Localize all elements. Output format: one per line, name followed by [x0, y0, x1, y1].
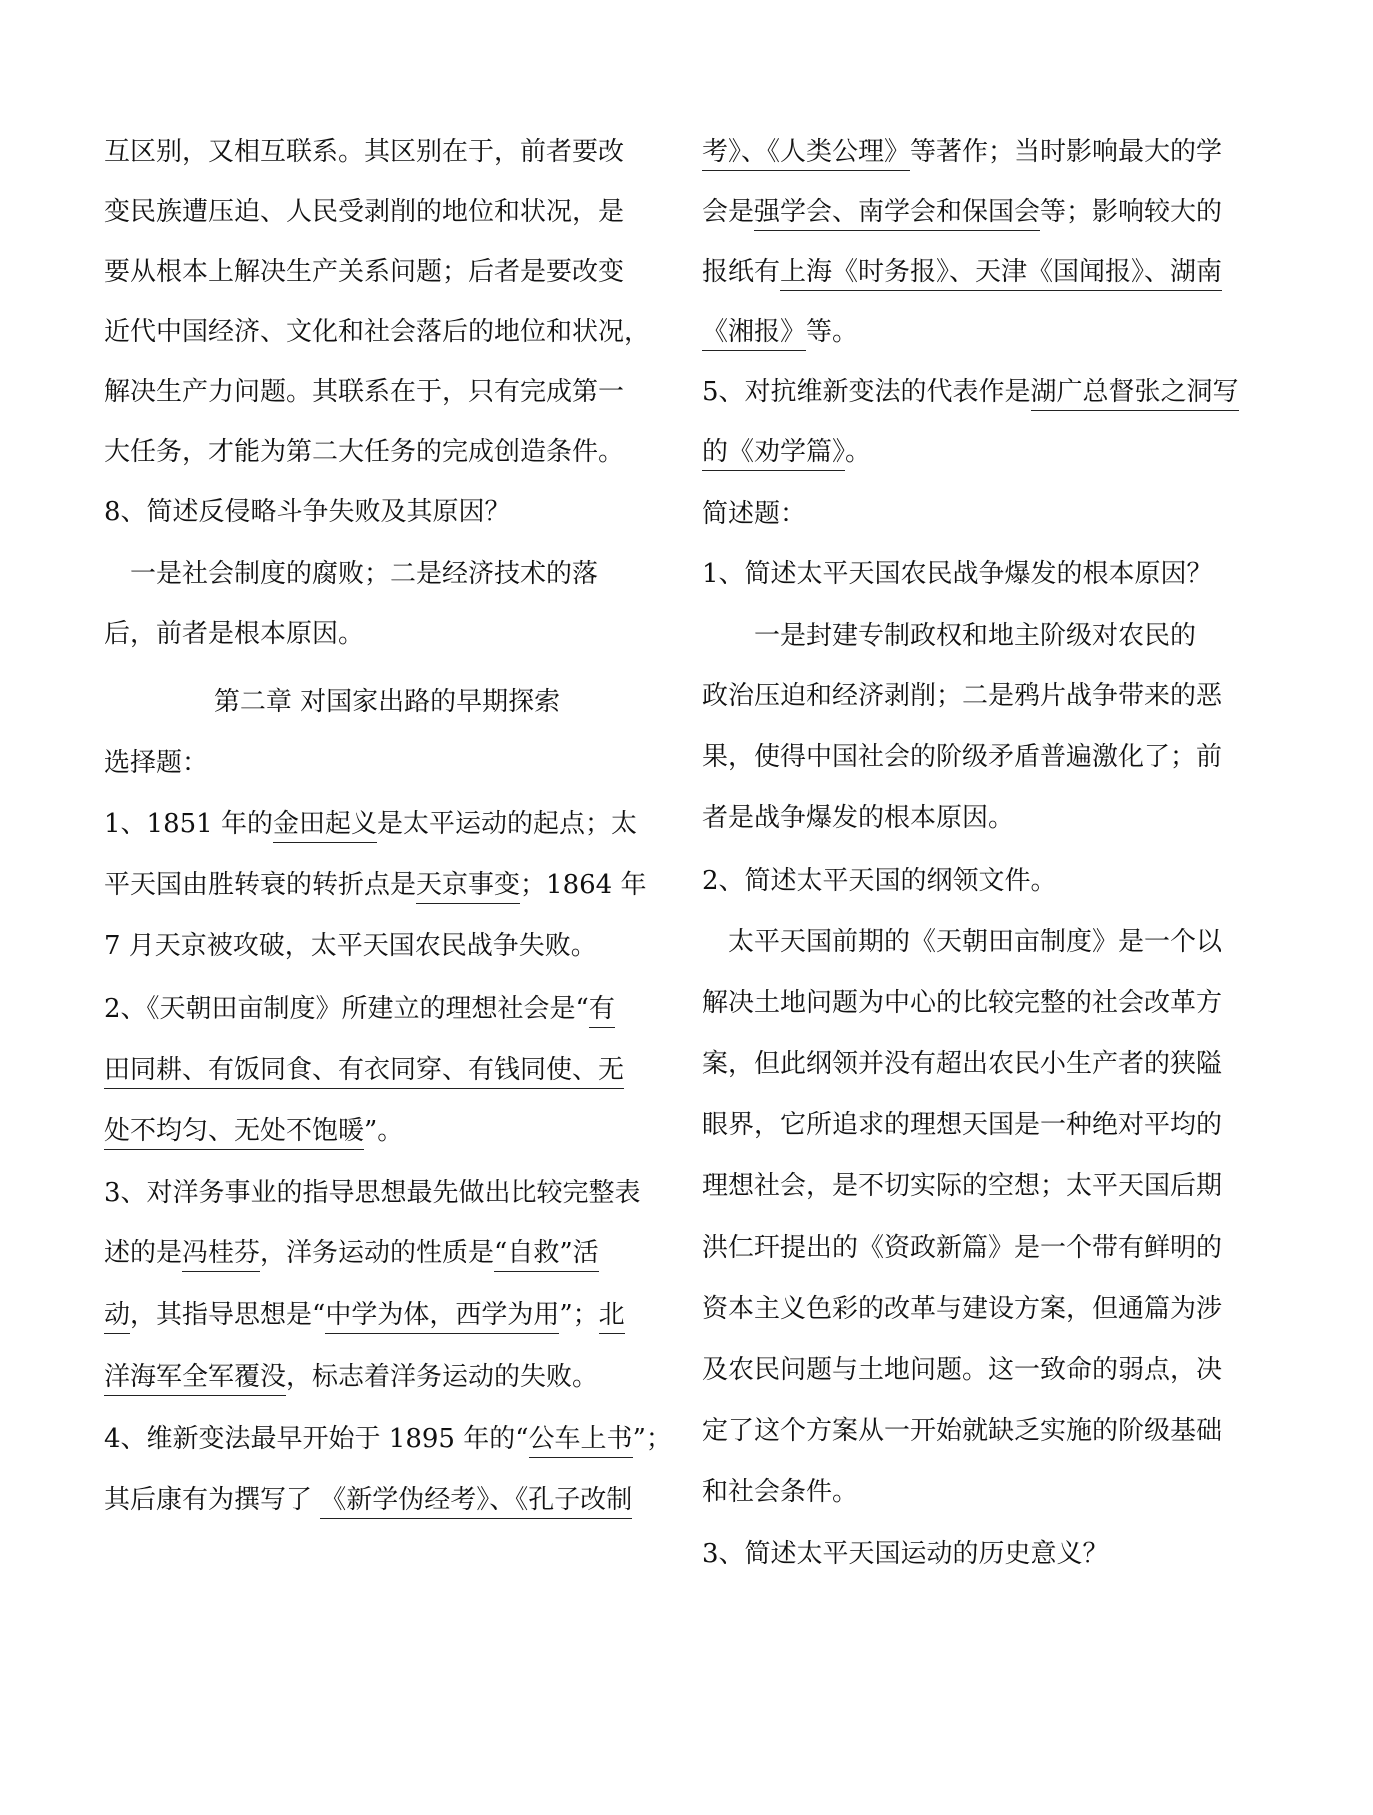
text-segment: 述的是 — [104, 1238, 183, 1268]
text-line — [702, 922, 1222, 962]
text-segment: 等著作；当时影响最大的学 — [910, 137, 1223, 167]
text-line — [702, 861, 1057, 901]
text-line — [104, 372, 624, 412]
text-line — [702, 372, 1239, 412]
text-line — [702, 737, 1222, 777]
text-segment: 一是封建专制政权和地主阶级对农民的 — [702, 621, 1197, 651]
text-segment: 一是社会制度的腐败；二是经济技术的落 — [104, 559, 599, 589]
text-segment: 互区别，又相互联系。其区别在于，前者要改 — [104, 137, 625, 167]
underlined-text: 金田起义 — [273, 809, 377, 843]
text-line — [702, 616, 1196, 656]
underlined-text: 有 — [589, 994, 615, 1028]
text-segment: 。 — [845, 437, 872, 467]
text-segment: ”； — [632, 1424, 672, 1454]
text-line — [702, 1350, 1222, 1390]
text-segment: 后，前者是根本原因。 — [104, 619, 365, 649]
underlined-text: 强学会、南学会和保国会 — [754, 197, 1040, 231]
text-line — [702, 1534, 1109, 1574]
text-segment: 3、简述太平天国运动的历史意义？ — [702, 1539, 1109, 1569]
text-segment: 要从根本上解决生产关系问题；后者是要改变 — [104, 257, 625, 287]
text-segment: 理想社会，是不切实际的空想；太平天国后期 — [702, 1171, 1223, 1201]
underlined-text: 北 — [599, 1300, 625, 1334]
underlined-text: 《新学伪经考》、《孔子改制 — [320, 1485, 632, 1519]
text-segment: 政治压迫和经济剥削；二是鸦片战争带来的恶 — [702, 681, 1223, 711]
text-line — [702, 1166, 1222, 1206]
text-line — [104, 312, 650, 352]
text-segment: 解决生产力问题。其联系在于，只有完成第一 — [104, 377, 625, 407]
text-line — [702, 192, 1222, 232]
text-segment: 和社会条件。 — [702, 1477, 859, 1507]
text-line — [104, 1050, 624, 1090]
text-segment: 变民族遭压迫、人民受剥削的地位和状况，是 — [104, 197, 625, 227]
chapter-heading — [104, 682, 670, 722]
text-line — [702, 1105, 1222, 1145]
text-segment: 简述题： — [702, 499, 807, 529]
text-line — [702, 432, 871, 472]
text-segment: 近代中国经济、文化和社会落后的地位和状况， — [104, 317, 651, 347]
text-segment: ；1864 年 — [520, 870, 647, 900]
text-line — [104, 1295, 625, 1335]
text-line — [104, 614, 364, 654]
text-segment: 洪仁玕提出的《资政新篇》是一个带有鲜明的 — [702, 1233, 1223, 1263]
text-line — [104, 743, 208, 783]
text-line — [702, 494, 806, 534]
text-line — [104, 432, 624, 472]
text-segment: 资本主义色彩的改革与建设方案，但通篇为涉 — [702, 1294, 1223, 1324]
text-line — [104, 926, 597, 966]
text-line — [702, 554, 1213, 594]
text-segment: 等；影响较大的 — [1040, 197, 1223, 227]
text-segment: 平天国由胜转衰的转折点是 — [104, 870, 417, 900]
underlined-text: 湖广总督张之洞写 — [1031, 377, 1239, 411]
text-segment: 其后康有为撰写了 — [104, 1485, 321, 1515]
underlined-text: 公车上书 — [529, 1424, 633, 1458]
text-line — [104, 554, 598, 594]
text-segment: 报纸有 — [702, 257, 781, 287]
text-segment: 1、1851 年的 — [104, 809, 273, 839]
underlined-text: 田同耕、有饭同食、有衣同穿、有钱同使、无 — [104, 1055, 624, 1089]
underlined-text: 天京事变 — [416, 870, 520, 904]
text-line — [104, 252, 624, 292]
text-line — [702, 252, 1222, 292]
text-line — [104, 132, 624, 172]
text-line — [104, 1357, 598, 1397]
text-segment: 眼界，它所追求的理想天国是一种绝对平均的 — [702, 1110, 1223, 1140]
text-line — [104, 492, 511, 532]
text-line — [702, 1228, 1222, 1268]
underlined-text: 动 — [104, 1300, 130, 1334]
text-line — [104, 1111, 403, 1151]
text-line — [702, 676, 1222, 716]
text-line — [104, 989, 615, 1029]
text-segment: 者是战争爆发的根本原因。 — [702, 803, 1015, 833]
text-segment: 选择题： — [104, 748, 209, 778]
text-segment: 大任务，才能为第二大任务的完成创造条件。 — [104, 437, 625, 467]
underlined-text: 考》、《人类公理》 — [702, 137, 910, 171]
text-segment: 1、简述太平天国农民战争爆发的根本原因？ — [702, 559, 1213, 589]
underlined-text: 冯桂芬 — [182, 1238, 260, 1272]
text-segment: 及农民问题与土地问题。这一致命的弱点，决 — [702, 1355, 1223, 1385]
text-segment: 果，使得中国社会的阶级矛盾普遍激化了；前 — [702, 742, 1223, 772]
text-segment: 等。 — [806, 317, 859, 347]
text-segment: ”。 — [364, 1116, 404, 1146]
text-line — [104, 1419, 672, 1459]
text-line — [702, 983, 1222, 1023]
underlined-text: 处不均匀、无处不饱暖 — [104, 1116, 364, 1150]
underlined-text: 洋海军全军覆没 — [104, 1362, 286, 1396]
text-segment: 会是 — [702, 197, 755, 227]
text-line — [104, 865, 646, 905]
text-segment: 2、简述太平天国的纲领文件。 — [702, 866, 1057, 896]
text-line — [702, 1411, 1222, 1451]
text-segment: 5、对抗维新变法的代表作是 — [702, 377, 1031, 407]
text-line — [104, 1173, 641, 1213]
underlined-text: 《湘报》 — [702, 317, 806, 351]
text-segment: 7 月天京被攻破，太平天国农民战争失败。 — [104, 931, 597, 961]
text-line — [702, 312, 858, 352]
text-segment: 是太平运动的起点；太 — [377, 809, 638, 839]
text-segment: ，洋务运动的性质是 — [260, 1238, 495, 1268]
text-line — [702, 1472, 858, 1512]
text-segment: ，其指导思想是“ — [130, 1300, 326, 1330]
text-segment: 3、对洋务事业的指导思想最先做出比较完整表 — [104, 1178, 641, 1208]
text-line — [104, 1233, 599, 1273]
text-segment: ，标志着洋务运动的失败。 — [286, 1362, 599, 1392]
text-segment: 解决土地问题为中心的比较完整的社会改革方 — [702, 988, 1223, 1018]
text-line — [702, 798, 1014, 838]
underlined-text: 中学为体，西学为用 — [325, 1300, 559, 1334]
text-segment: ”； — [559, 1300, 599, 1330]
underlined-text: 的《劝学篇》 — [702, 437, 845, 471]
text-segment: 定了这个方案从一开始就缺乏实施的阶级基础 — [702, 1416, 1223, 1446]
text-line — [702, 1044, 1222, 1084]
text-segment: 4、维新变法最早开始于 1895 年的“ — [104, 1424, 529, 1454]
text-line — [702, 132, 1222, 172]
text-segment: 8、简述反侵略斗争失败及其原因？ — [104, 497, 511, 527]
underlined-text: “自救”活 — [494, 1238, 599, 1272]
underlined-text: 上海《时务报》、天津《国闻报》、湖南 — [780, 257, 1222, 291]
text-line — [104, 804, 637, 844]
text-segment: 案，但此纲领并没有超出农民小生产者的狭隘 — [702, 1049, 1223, 1079]
text-line — [104, 192, 624, 232]
text-line — [702, 1289, 1222, 1329]
text-line — [104, 1480, 632, 1520]
text-segment: 太平天国前期的《天朝田亩制度》是一个以 — [702, 927, 1223, 957]
text-segment: 2、《天朝田亩制度》所建立的理想社会是“ — [104, 994, 589, 1024]
text-segment: 第二章 对国家出路的早期探索 — [213, 687, 561, 717]
